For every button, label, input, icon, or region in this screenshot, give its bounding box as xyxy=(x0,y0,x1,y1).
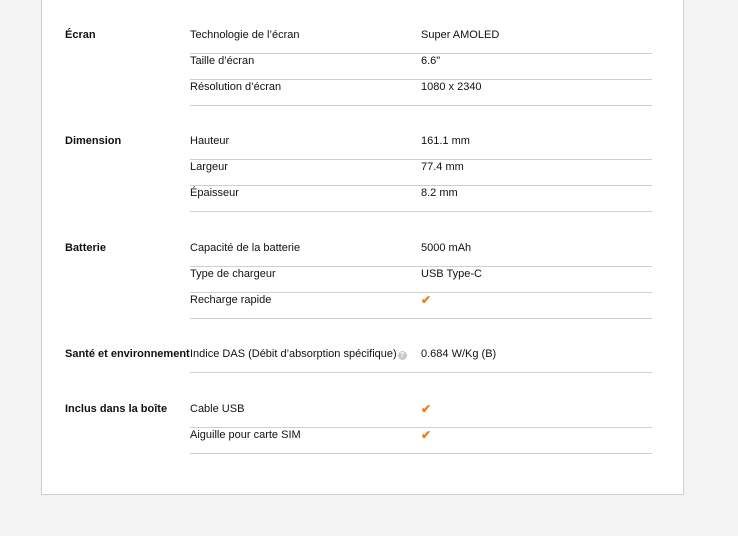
spec-label: Type de chargeur xyxy=(190,268,276,280)
spec-row xyxy=(190,134,652,160)
checkmark-icon: ✔ xyxy=(421,402,432,416)
spec-row xyxy=(190,293,652,319)
specifications-card xyxy=(41,0,684,495)
spec-row xyxy=(190,267,652,293)
spec-value: 0.684 W/Kg (B) xyxy=(421,348,497,360)
spec-row xyxy=(190,186,652,212)
section-title: Batterie xyxy=(65,242,106,254)
spec-label: Cable USB xyxy=(190,403,245,415)
spec-label: Recharge rapide xyxy=(190,294,272,306)
spec-row xyxy=(190,54,652,80)
spec-row xyxy=(190,347,652,373)
spec-value: USB Type-C xyxy=(421,268,482,280)
spec-value: Super AMOLED xyxy=(421,29,500,41)
spec-value: 77.4 mm xyxy=(421,161,464,173)
spec-label-text: Indice DAS (Débit d’absorption spécifique) xyxy=(190,348,397,360)
spec-value: 1080 x 2340 xyxy=(421,81,482,93)
spec-value: 8.2 mm xyxy=(421,187,458,199)
section-title: Santé et environnement xyxy=(65,348,190,360)
spec-label: Hauteur xyxy=(190,135,230,147)
section-title: Inclus dans la boîte xyxy=(65,403,168,415)
spec-value: 5000 mAh xyxy=(421,242,472,254)
spec-label: Largeur xyxy=(190,161,228,173)
spec-row xyxy=(190,428,652,454)
spec-row xyxy=(190,241,652,267)
section-title: Dimension xyxy=(65,135,122,147)
spec-label: Taille d’écran xyxy=(190,55,255,67)
spec-value: 161.1 mm xyxy=(421,135,470,147)
spec-label xyxy=(190,347,407,361)
spec-row xyxy=(190,402,652,428)
spec-label: Résolution d’écran xyxy=(190,81,282,93)
spec-row xyxy=(190,160,652,186)
spec-label: Technologie de l’écran xyxy=(190,29,300,41)
spec-row xyxy=(190,80,652,106)
spec-label: Aiguille pour carte SIM xyxy=(190,429,301,441)
spec-row xyxy=(190,28,652,54)
spec-value: 6.6" xyxy=(421,55,441,67)
info-icon[interactable]: ? xyxy=(398,351,407,360)
section-title: Écran xyxy=(65,29,96,41)
checkmark-icon: ✔ xyxy=(421,428,432,442)
spec-label: Épaisseur xyxy=(190,187,239,199)
spec-label: Capacité de la batterie xyxy=(190,242,301,254)
checkmark-icon: ✔ xyxy=(421,293,432,307)
